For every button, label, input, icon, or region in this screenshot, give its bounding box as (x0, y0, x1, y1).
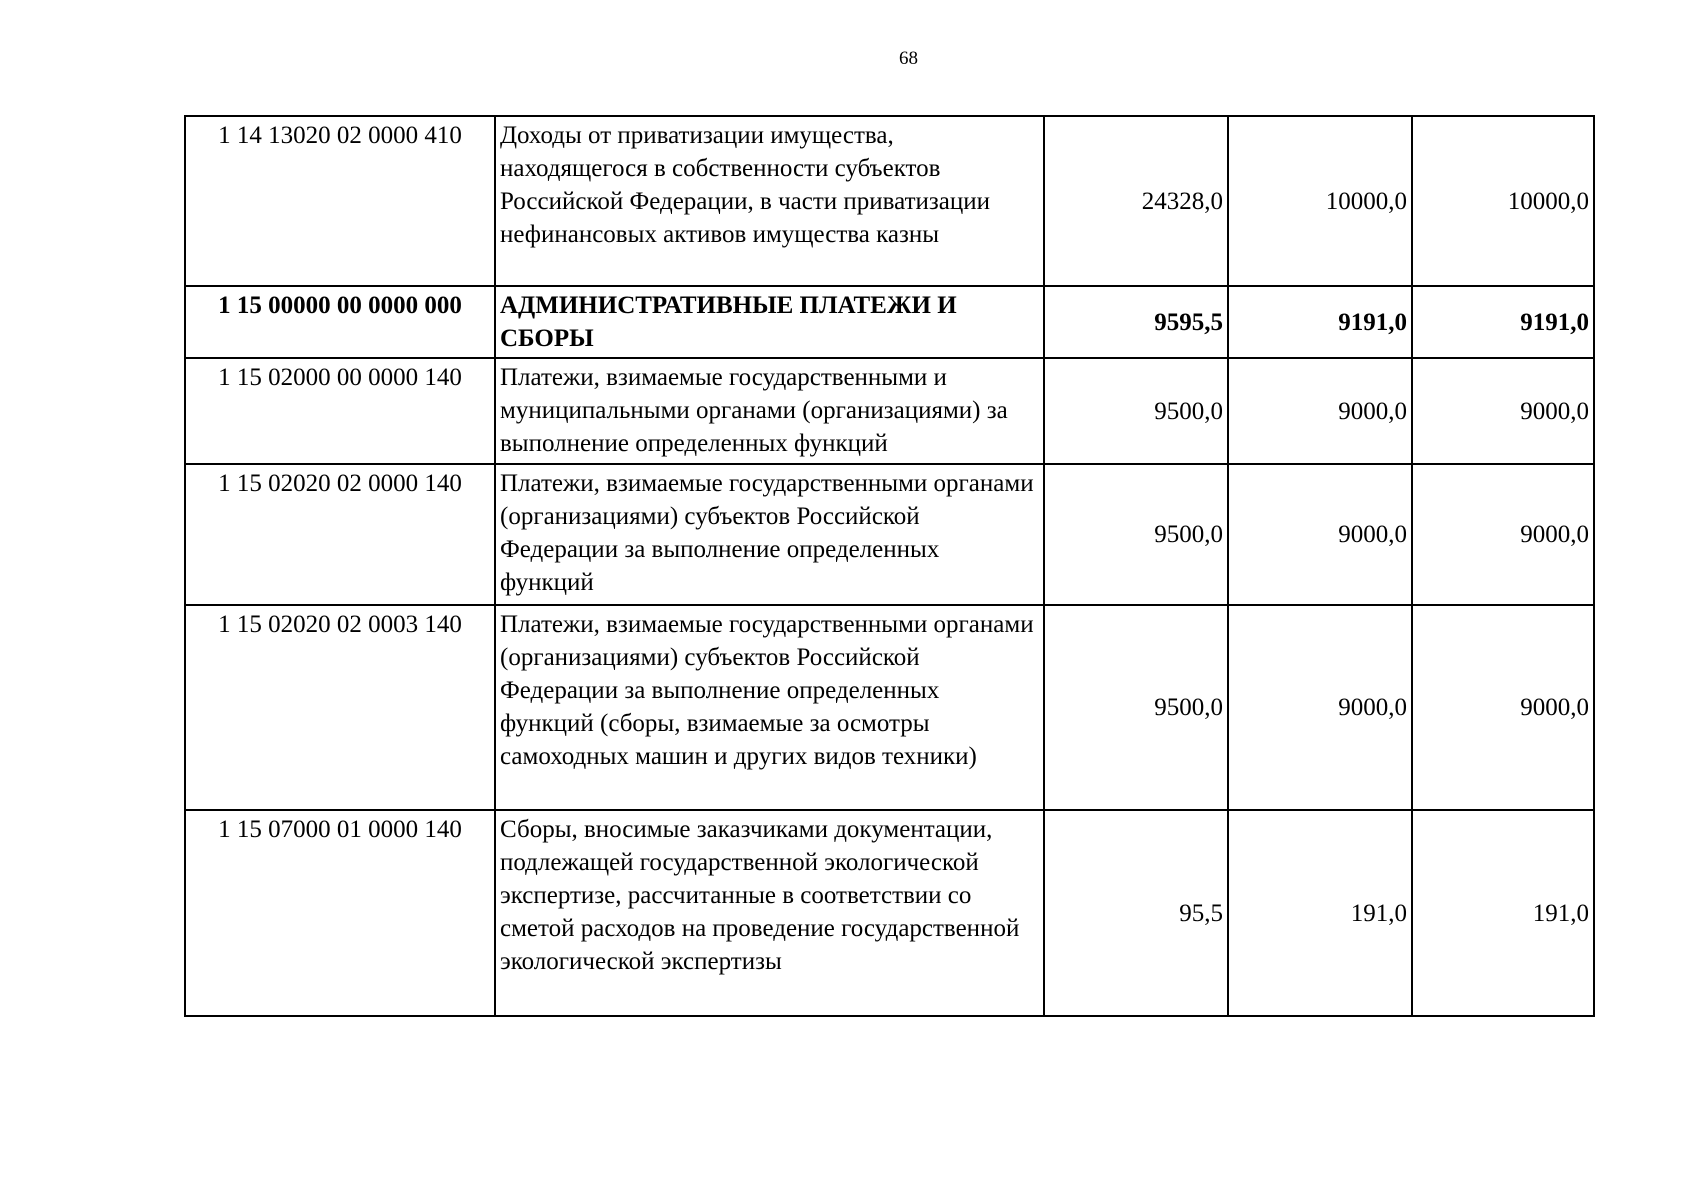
row-name: Сборы, вносимые заказчиками документации, подлежащей государственной экологической экспертизе, рассчитанные в соответствии со сметой расходов на проведение государственной экологической экспертизы (495, 810, 1044, 1016)
row-name: Доходы от приватизации имущества, находящегося в собственности субъектов Российской Федерации, в части приватизации нефинансовых активов имущества казны (495, 116, 1044, 286)
row-code: 1 15 07000 01 0000 140 (185, 810, 495, 1016)
row-value-1: 9500,0 (1044, 605, 1228, 810)
row-code: 1 15 02020 02 0000 140 (185, 464, 495, 605)
table-row (185, 358, 1594, 464)
row-name: Платежи, взимаемые государственными и муниципальными органами (организациями) за выполнение определенных функций (495, 358, 1044, 464)
row-value-1: 9595,5 (1044, 286, 1228, 358)
row-code: 1 15 00000 00 0000 000 (185, 286, 495, 358)
budget-table (184, 115, 1595, 1017)
row-value-2: 191,0 (1228, 810, 1412, 1016)
row-value-3: 9000,0 (1412, 464, 1594, 605)
row-code: 1 15 02020 02 0003 140 (185, 605, 495, 810)
table-row (185, 116, 1594, 286)
row-name: Платежи, взимаемые государственными органами (организациями) субъектов Российской Федерации за выполнение определенных функций (сборы, взимаемые за осмотры самоходных машин и других видов техники) (495, 605, 1044, 810)
table-row (185, 286, 1594, 358)
row-value-2: 10000,0 (1228, 116, 1412, 286)
row-name: Платежи, взимаемые государственными органами (организациями) субъектов Российской Федерации за выполнение определенных функций (495, 464, 1044, 605)
row-value-2: 9191,0 (1228, 286, 1412, 358)
row-value-1: 9500,0 (1044, 464, 1228, 605)
row-name: АДМИНИСТРАТИВНЫЕ ПЛАТЕЖИ И СБОРЫ (495, 286, 1044, 358)
row-value-3: 9191,0 (1412, 286, 1594, 358)
table-row (185, 605, 1594, 810)
row-value-1: 95,5 (1044, 810, 1228, 1016)
row-code: 1 15 02000 00 0000 140 (185, 358, 495, 464)
row-value-2: 9000,0 (1228, 358, 1412, 464)
page-number: 68 (899, 48, 918, 69)
row-value-3: 9000,0 (1412, 358, 1594, 464)
row-code: 1 14 13020 02 0000 410 (185, 116, 495, 286)
row-value-3: 9000,0 (1412, 605, 1594, 810)
row-value-2: 9000,0 (1228, 605, 1412, 810)
row-value-3: 191,0 (1412, 810, 1594, 1016)
row-value-1: 24328,0 (1044, 116, 1228, 286)
table-row (185, 810, 1594, 1016)
row-value-3: 10000,0 (1412, 116, 1594, 286)
row-value-1: 9500,0 (1044, 358, 1228, 464)
row-value-2: 9000,0 (1228, 464, 1412, 605)
table-row (185, 464, 1594, 605)
